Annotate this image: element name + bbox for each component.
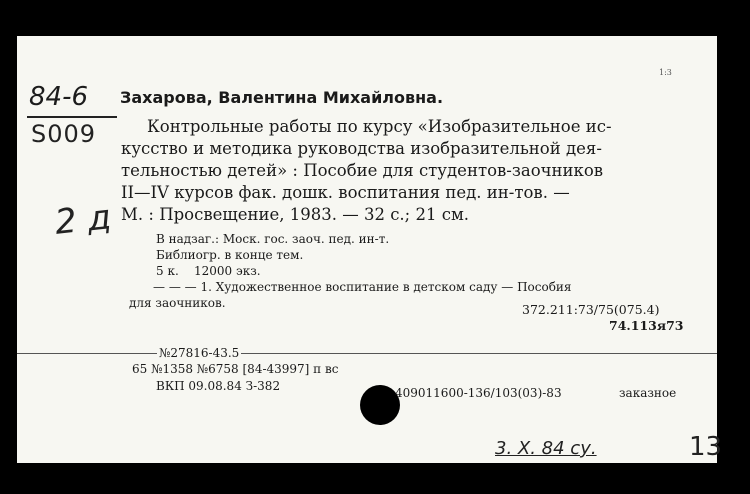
- description-line-1: Контрольные работы по курсу «Изобразительное ис-: [147, 117, 612, 136]
- author-heading: Захарова, Валентина Михайловна.: [120, 88, 444, 107]
- registry-line-2: 65 №1358 №6758 [84-43997] п вс: [132, 362, 339, 376]
- note-line-2: Библиогр. в конце тем.: [156, 248, 304, 262]
- subject-line-1: — — — 1. Художественное воспитание в детском саду — Пособия: [153, 280, 572, 294]
- order-code: 409011600-136/103(03)-83: [395, 386, 562, 400]
- note-line-1: В надзаг.: Моск. гос. заоч. пед. ин-т.: [156, 232, 390, 246]
- order-type: заказное: [619, 386, 677, 400]
- bbk-code: 74.113я73: [609, 318, 684, 333]
- date-note: 3. X. 84 су.: [495, 438, 597, 459]
- description-line-2: кусство и методика руководства изобразительной дея-: [121, 139, 602, 158]
- shelf-mark-bottom: S009: [31, 120, 97, 148]
- description-line-5: М. : Просвещение, 1983. — 32 с.; 21 см.: [121, 205, 470, 224]
- subject-line-2: для заочников.: [129, 296, 226, 310]
- udc-code: 372.211:73/75(075.4): [522, 302, 660, 317]
- catalog-card: [17, 36, 723, 463]
- corner-mark: 1:3: [659, 68, 672, 77]
- record-number: №27816-43.5: [159, 346, 240, 360]
- description-line-3: тельностью детей» : Пособие для студентов-заочников: [121, 161, 604, 180]
- margin-note: 2 д: [53, 197, 113, 243]
- shelf-mark-top: 84-6: [29, 82, 89, 112]
- shelf-mark-divider: [27, 116, 117, 118]
- registry-line-3: ВКП 09.08.84 З-382: [156, 379, 281, 393]
- corner-number: 13: [689, 432, 723, 462]
- separator-rule: [17, 353, 717, 354]
- note-line-3: 5 к. 12000 экз.: [156, 264, 261, 278]
- description-line-4: II—IV курсов фак. дошк. воспитания пед. ин-тов. —: [121, 183, 570, 202]
- punch-hole: [360, 385, 400, 425]
